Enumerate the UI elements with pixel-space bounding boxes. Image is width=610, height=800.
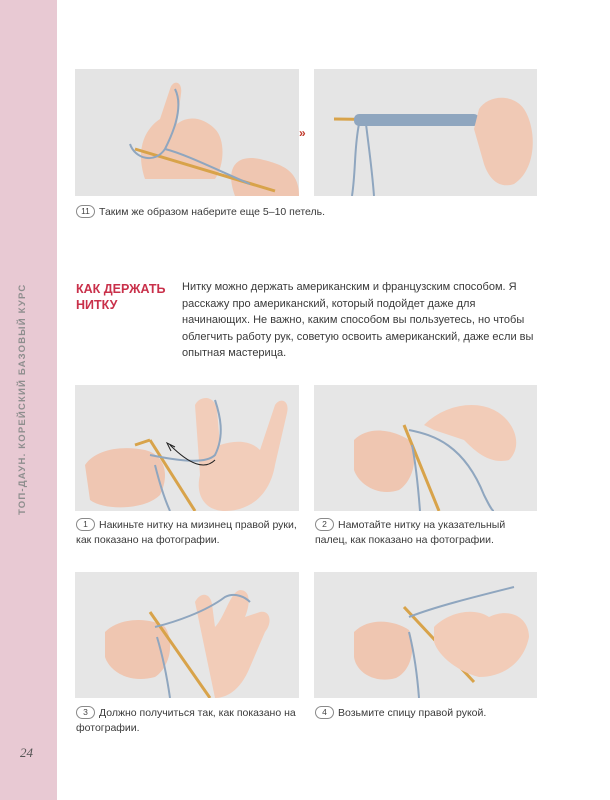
step-number-badge: 2 <box>315 518 334 531</box>
caption-text: Таким же образом наберите еще 5–10 петель. <box>99 206 326 218</box>
caption-text: Возьмите спицу правой рукой. <box>338 707 487 719</box>
photo-step-2 <box>314 385 537 511</box>
book-title-vertical: ТОП-ДАУН. КОРЕЙСКИЙ БАЗОВЫЙ КУРС <box>17 283 28 515</box>
section-intro: Нитку можно держать американским и французским способом. Я расскажу про американский, который подойдет даже для начинающих. Не важно, каким способом вы пользуетесь, но чтобы облегчить работу рук, советую освоить американский, даже если вы опытная мастерица. <box>182 281 534 359</box>
page-number: 24 <box>20 745 33 760</box>
caption-step-11 <box>76 205 536 220</box>
photo-step-11-left <box>75 69 299 196</box>
photo-step-3 <box>75 572 299 698</box>
caption-step-1 <box>76 518 298 548</box>
caption-step-2 <box>315 518 537 548</box>
arrow-separator: » <box>299 126 304 140</box>
step-number-badge: 4 <box>315 706 334 719</box>
photo-step-11-right <box>314 69 537 196</box>
section-title: КАК ДЕРЖАТЬ НИТКУ <box>76 282 166 312</box>
step-number-badge: 1 <box>76 518 95 531</box>
photo-step-4 <box>314 572 537 698</box>
step-number-badge: 3 <box>76 706 95 719</box>
caption-text: Должно получиться так, как показано на фотографии. <box>76 707 296 734</box>
step-number-badge: 11 <box>76 205 95 218</box>
photo-step-1 <box>75 385 299 511</box>
caption-step-3 <box>76 706 298 736</box>
caption-step-4 <box>315 706 537 721</box>
caption-text: Намотайте нитку на указательный палец, как показано на фотографии. <box>315 519 506 546</box>
caption-text: Накиньте нитку на мизинец правой руки, как показано на фотографии. <box>76 519 297 546</box>
